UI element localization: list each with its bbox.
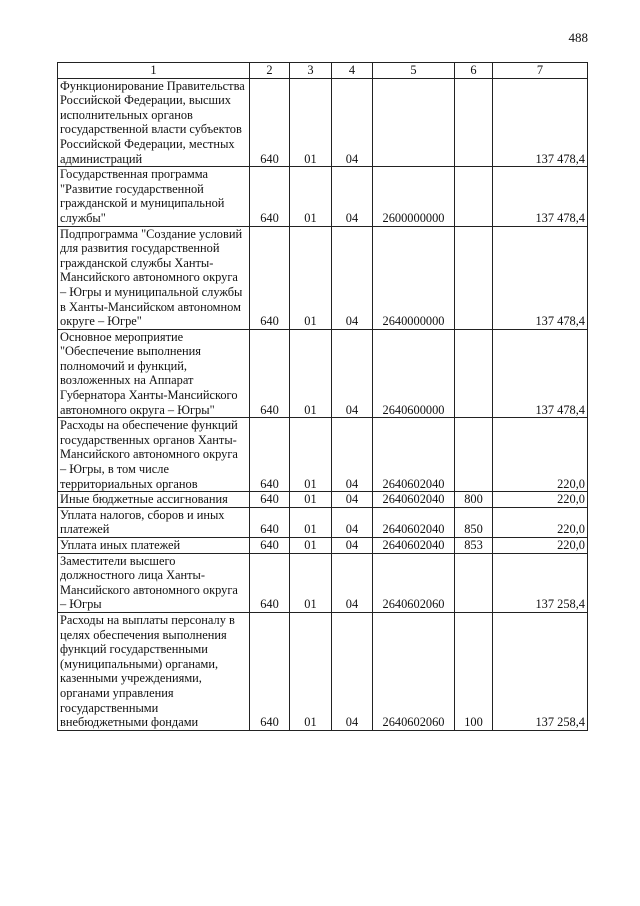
table-row — [58, 418, 588, 492]
row-ved: 640 — [250, 538, 290, 554]
table-row — [58, 78, 588, 167]
header-col-4: 4 — [332, 63, 373, 79]
row-vr — [455, 329, 493, 418]
row-vr — [455, 553, 493, 612]
row-rz: 01 — [290, 418, 332, 492]
row-sum: 137 478,4 — [493, 167, 588, 226]
row-rz: 01 — [290, 507, 332, 537]
row-sum: 137 478,4 — [493, 78, 588, 167]
table-row — [58, 538, 588, 554]
table-row — [58, 329, 588, 418]
row-vr: 853 — [455, 538, 493, 554]
row-name: Функционирование Правительства Российской Федерации, высших исполнительных органов государственной власти субъектов Российской Федерации, местных администраций — [58, 78, 250, 167]
row-name: Основное мероприятие "Обеспечение выполнения полномочий и функций, возложенных на Аппарат Губернатора Ханты-Мансийского автономного округа – Югры" — [58, 329, 250, 418]
header-row — [58, 63, 588, 79]
row-csr: 2640602060 — [373, 612, 455, 730]
row-pr: 04 — [332, 226, 373, 329]
row-name: Уплата иных платежей — [58, 538, 250, 554]
row-pr: 04 — [332, 553, 373, 612]
header-col-5: 5 — [373, 63, 455, 79]
row-name: Подпрограмма "Создание условий для развития государственной гражданской службы Ханты-Мансийского автономного округа – Югры и муниципальной службы в Ханты-Мансийском автономном округе – Югре" — [58, 226, 250, 329]
row-rz: 01 — [290, 612, 332, 730]
row-sum: 137 478,4 — [493, 226, 588, 329]
row-sum: 137 258,4 — [493, 612, 588, 730]
header-col-1: 1 — [58, 63, 250, 79]
row-pr: 04 — [332, 507, 373, 537]
table-row — [58, 612, 588, 730]
row-pr: 04 — [332, 538, 373, 554]
row-rz: 01 — [290, 538, 332, 554]
row-ved: 640 — [250, 507, 290, 537]
row-pr: 04 — [332, 612, 373, 730]
row-pr: 04 — [332, 329, 373, 418]
row-sum: 220,0 — [493, 418, 588, 492]
row-csr: 2640600000 — [373, 329, 455, 418]
header-col-2: 2 — [250, 63, 290, 79]
table-row — [58, 167, 588, 226]
row-pr: 04 — [332, 167, 373, 226]
row-ved: 640 — [250, 78, 290, 167]
row-vr — [455, 78, 493, 167]
row-csr — [373, 78, 455, 167]
row-ved: 640 — [250, 492, 290, 508]
row-ved: 640 — [250, 553, 290, 612]
table-row — [58, 553, 588, 612]
row-sum: 137 258,4 — [493, 553, 588, 612]
row-csr: 2640602040 — [373, 538, 455, 554]
row-csr: 2640000000 — [373, 226, 455, 329]
row-name: Иные бюджетные ассигнования — [58, 492, 250, 508]
row-rz: 01 — [290, 78, 332, 167]
row-vr: 100 — [455, 612, 493, 730]
row-pr: 04 — [332, 78, 373, 167]
table-row — [58, 226, 588, 329]
row-ved: 640 — [250, 226, 290, 329]
row-csr: 2600000000 — [373, 167, 455, 226]
row-rz: 01 — [290, 167, 332, 226]
page-number: 488 — [568, 30, 588, 45]
row-vr: 850 — [455, 507, 493, 537]
row-name: Государственная программа "Развитие государственной гражданской и муниципальной службы" — [58, 167, 250, 226]
row-name: Расходы на выплаты персоналу в целях обеспечения выполнения функций государственными (муниципальными) органами, казенными учреждениями, органами управления государственными внебюджетными фондами — [58, 612, 250, 730]
header-col-7: 7 — [493, 63, 588, 79]
budget-table — [57, 62, 588, 731]
row-vr: 800 — [455, 492, 493, 508]
row-csr: 2640602040 — [373, 507, 455, 537]
row-csr: 2640602040 — [373, 492, 455, 508]
row-rz: 01 — [290, 226, 332, 329]
row-csr: 2640602060 — [373, 553, 455, 612]
row-vr — [455, 418, 493, 492]
row-ved: 640 — [250, 418, 290, 492]
row-sum: 220,0 — [493, 507, 588, 537]
table-row — [58, 507, 588, 537]
row-ved: 640 — [250, 329, 290, 418]
row-name: Расходы на обеспечение функций государственных органов Ханты-Мансийского автономного округа – Югры, в том числе территориальных органов — [58, 418, 250, 492]
row-pr: 04 — [332, 492, 373, 508]
header-col-3: 3 — [290, 63, 332, 79]
row-rz: 01 — [290, 553, 332, 612]
row-sum: 220,0 — [493, 492, 588, 508]
row-sum: 220,0 — [493, 538, 588, 554]
row-name: Уплата налогов, сборов и иных платежей — [58, 507, 250, 537]
row-name: Заместители высшего должностного лица Ханты-Мансийского автономного округа – Югры — [58, 553, 250, 612]
row-vr — [455, 226, 493, 329]
row-rz: 01 — [290, 492, 332, 508]
header-col-6: 6 — [455, 63, 493, 79]
row-rz: 01 — [290, 329, 332, 418]
row-ved: 640 — [250, 612, 290, 730]
row-sum: 137 478,4 — [493, 329, 588, 418]
table-row — [58, 492, 588, 508]
row-csr: 2640602040 — [373, 418, 455, 492]
row-vr — [455, 167, 493, 226]
row-ved: 640 — [250, 167, 290, 226]
row-pr: 04 — [332, 418, 373, 492]
